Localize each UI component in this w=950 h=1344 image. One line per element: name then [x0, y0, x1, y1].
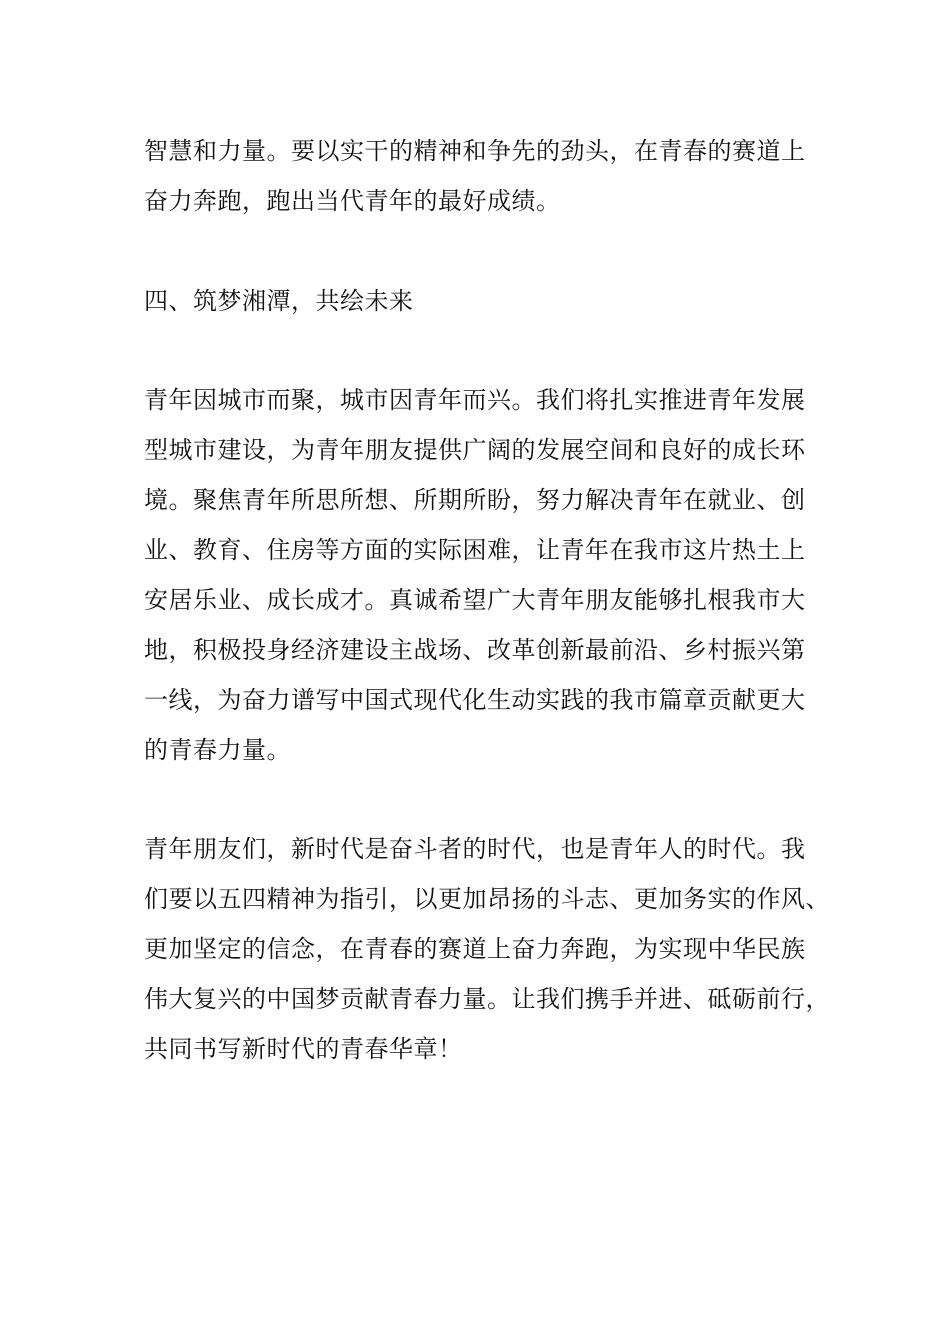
paragraph-line: 型城市建设，为青年朋友提供广阔的发展空间和良好的成长环 — [144, 436, 806, 464]
paragraph-line: 智慧和力量。要以实干的精神和争先的劲头，在青春的赛道上 — [144, 137, 806, 165]
paragraph-line: 青年因城市而聚，城市因青年而兴。我们将扎实推进青年发展 — [144, 386, 806, 414]
paragraph-line: 的青春力量。 — [144, 736, 291, 764]
paragraph-line: 地，积极投身经济建设主战场、改革创新最前沿、乡村振兴第 — [144, 636, 806, 664]
paragraph-line: 们要以五四精神为指引，以更加昂扬的斗志、更加务实的作风、 — [144, 885, 830, 913]
paragraph-line: 一线，为奋力谱写中国式现代化生动实践的我市篇章贡献更大 — [144, 686, 806, 714]
section-heading: 四、筑梦湘潭，共绘未来 — [144, 287, 414, 315]
paragraph-line: 青年朋友们，新时代是奋斗者的时代，也是青年人的时代。我 — [144, 835, 806, 863]
paragraph-line: 更加坚定的信念，在青春的赛道上奋力奔跑，为实现中华民族 — [144, 935, 806, 963]
paragraph-line: 共同书写新时代的青春华章！ — [144, 1035, 463, 1063]
paragraph-line: 境。聚焦青年所思所想、所期所盼，努力解决青年在就业、创 — [144, 486, 806, 514]
paragraph-line: 业、教育、住房等方面的实际困难，让青年在我市这片热土上 — [144, 536, 806, 564]
paragraph-line: 伟大复兴的中国梦贡献青春力量。让我们携手并进、砥砺前行， — [144, 985, 830, 1013]
paragraph-line: 安居乐业、成长成才。真诚希望广大青年朋友能够扎根我市大 — [144, 586, 806, 614]
paragraph-line: 奋力奔跑，跑出当代青年的最好成绩。 — [144, 187, 561, 215]
